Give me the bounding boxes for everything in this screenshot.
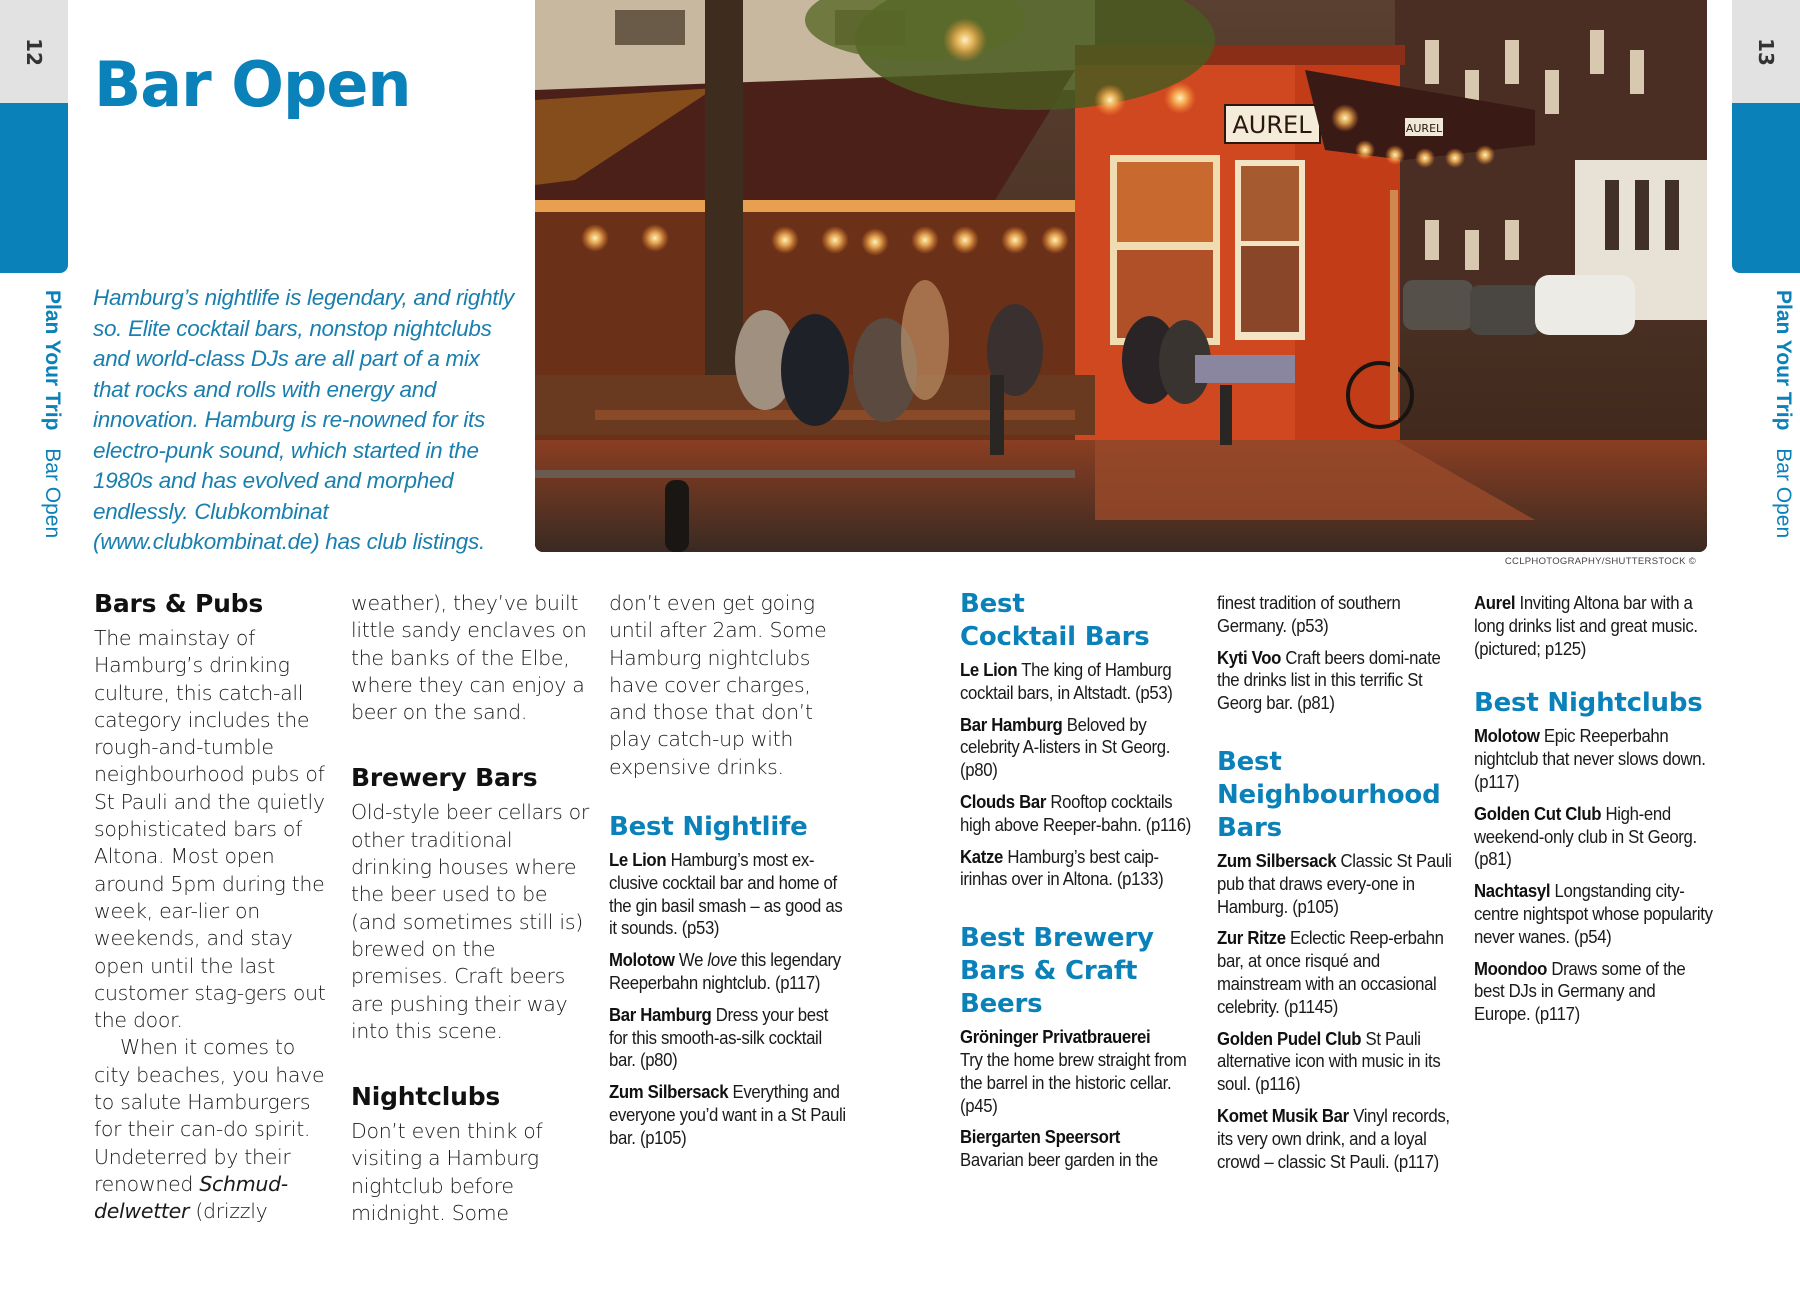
listing-entry: Golden Pudel Club St Pauli alternative icon with music in its soul. (p116) <box>1217 1028 1441 1095</box>
brewery-bars-paragraph: Old-style beer cellars or other traditional drinking houses where the beer used to be (and sometimes still is) brewed on the premises. Craft beers are pushing their way into this scene. <box>351 800 590 1043</box>
listing-entry: Clouds Bar Rooftop cocktails high above Reeper-bahn. (p116) <box>960 791 1191 835</box>
listing-entry: Gröninger Privatbrauerei Try the home brew straight from the barrel in the historic cellar. (p45) <box>960 1027 1187 1116</box>
bar-photo <box>535 0 1707 552</box>
svg-text:AUREL: AUREL <box>1232 111 1312 139</box>
listing-entry: Zum Silbersack Everything and everyone you’d want in a St Pauli bar. (p105) <box>609 1082 846 1148</box>
right-page-number: 13 <box>1754 38 1778 66</box>
nightclubs-continued: don’t even get going until after 2am. Some Hamburg nightclubs have cover charges, and those that don’t play catch-up with expensive drinks. <box>609 591 827 779</box>
column-2 <box>351 590 591 1227</box>
listing-entry: Zur Ritze Eclectic Reep-erbahn bar, at once risqué and mainstream with an occasional celebrity. (p1145) <box>1217 928 1444 1017</box>
photo-credit: CCLPHOTOGRAPHY/SHUTTERSTOCK © <box>1504 556 1696 567</box>
listing-entry: Biergarten Speersort Bavarian beer garden in the <box>960 1127 1158 1171</box>
right-section-tab <box>1732 103 1800 273</box>
listing-entry: Molotow We love this legendary Reeperbahn nightclub. (p117) <box>609 950 841 994</box>
heading-best-neighbourhood-bars: Best Neighbourhood Bars <box>1217 746 1441 843</box>
heading-best-brewery-bars: Best Brewery Bars & Craft Beers <box>960 923 1154 1020</box>
svg-text:AUREL: AUREL <box>1405 122 1443 135</box>
listing-entry: Komet Musik Bar Vinyl records, its very own drink, and a loyal crowd – classic St Pauli. (p117) <box>1217 1105 1450 1172</box>
left-running-header <box>24 290 64 570</box>
listing-entry: Aurel Inviting Altona bar with a long drinks list and great music. (pictured; p125) <box>1474 593 1698 659</box>
column-4 <box>960 588 1200 1181</box>
listing-entry: Nachtasyl Longstanding city-centre nightspot whose popularity never wanes. (p54) <box>1474 881 1713 947</box>
section-heading-bars-pubs: Bars & Pubs <box>94 589 264 618</box>
listing-entry: Golden Cut Club High-end weekend-only club in St Georg. (p81) <box>1474 803 1697 870</box>
bars-pubs-paragraph-1: The mainstay of Hamburg’s drinking culture, this catch-all category includes the rough-and-tumble neighbourhood pubs of St Pauli and the quietly sophisticated bars of Altona. Most open around 5pm during the week, ear-lier on weekends, and stay open until the last customer stag-gers out the door. <box>94 626 326 1033</box>
listing-entry-continued: finest tradition of southern Germany. (p53) <box>1217 593 1401 636</box>
listing-entry: Le Lion The king of Hamburg cocktail bars, in Altstadt. (p53) <box>960 660 1173 703</box>
heading-best-cocktail-bars: Best Cocktail Bars <box>960 589 1150 652</box>
listing-entry: Moondoo Draws some of the best DJs in Germany and Europe. (p117) <box>1474 958 1686 1025</box>
running-header-section: Plan Your Trip <box>1772 290 1795 431</box>
page-title: Bar Open <box>94 48 411 121</box>
section-heading-brewery-bars: Brewery Bars <box>351 763 538 793</box>
right-running-header <box>1755 290 1795 570</box>
listing-entry: Kyti Voo Craft beers domi-nate the drinks list in this terrific St Georg bar. (p81) <box>1217 647 1441 714</box>
left-page-number: 12 <box>22 38 46 66</box>
running-header-chapter: Bar Open <box>1772 448 1795 539</box>
heading-best-nightlife: Best Nightlife <box>609 812 808 843</box>
column-6 <box>1474 592 1714 1035</box>
listing-entry: Katze Hamburg’s best caip-irinhas over in Altona. (p133) <box>960 846 1164 890</box>
column-3 <box>609 590 849 1159</box>
bars-pubs-paragraph-2 <box>94 1034 334 1225</box>
listing-entry: Molotow Epic Reeperbahn nightclub that never slows down. (p117) <box>1474 726 1706 792</box>
section-heading-nightclubs: Nightclubs <box>351 1082 501 1112</box>
listing-entry: Le Lion Hamburg’s most ex-clusive cocktail bar and home of the gin basil smash – as good as it sounds. (p53) <box>609 850 843 939</box>
intro-paragraph: Hamburg’s nightlife is legendary, and rightly so. Elite cocktail bars, nonstop nightclubs and world-class DJs are all part of a mix that rocks and rolls with energy and innovation. Hamburg is re-nowned for its electro-punk sound, which started in the 1980s and has evolved and morphed endlessly. Clubkombinat (www.clubkombinat.de) has club listings. <box>93 285 514 554</box>
heading-best-nightclubs: Best Nightclubs <box>1474 688 1703 719</box>
bars-pubs-continued: weather), they’ve built little sandy enclaves on the banks of the Elbe, where they can enjoy a beer on the sand. <box>351 591 587 725</box>
schmuddelwetter-term: Schmud-delwetter <box>94 1171 288 1224</box>
para2-text: When it comes to city beaches, you have to salute Hamburgers for their can-do spirit. Undeterred by their renowned <box>94 1035 325 1196</box>
column-1 <box>94 588 334 1226</box>
listing-entry: Zum Silbersack Classic St Pauli pub that draws every-one in Hamburg. (p105) <box>1217 850 1452 917</box>
para2-end: (drizzly <box>189 1199 268 1224</box>
nightclubs-paragraph: Don’t even think of visiting a Hamburg nightclub before midnight. Some <box>351 1119 543 1226</box>
running-header-section: Plan Your Trip <box>41 290 64 431</box>
listing-entry: Bar Hamburg Beloved by celebrity A-listers in St Georg. (p80) <box>960 714 1171 781</box>
column-5 <box>1217 592 1457 1182</box>
running-header-chapter: Bar Open <box>41 448 64 539</box>
night-street-bar-illustration <box>535 0 1707 552</box>
listing-entry: Bar Hamburg Dress your best for this smooth-as-silk cocktail bar. (p80) <box>609 1004 829 1071</box>
left-section-tab <box>0 103 68 273</box>
